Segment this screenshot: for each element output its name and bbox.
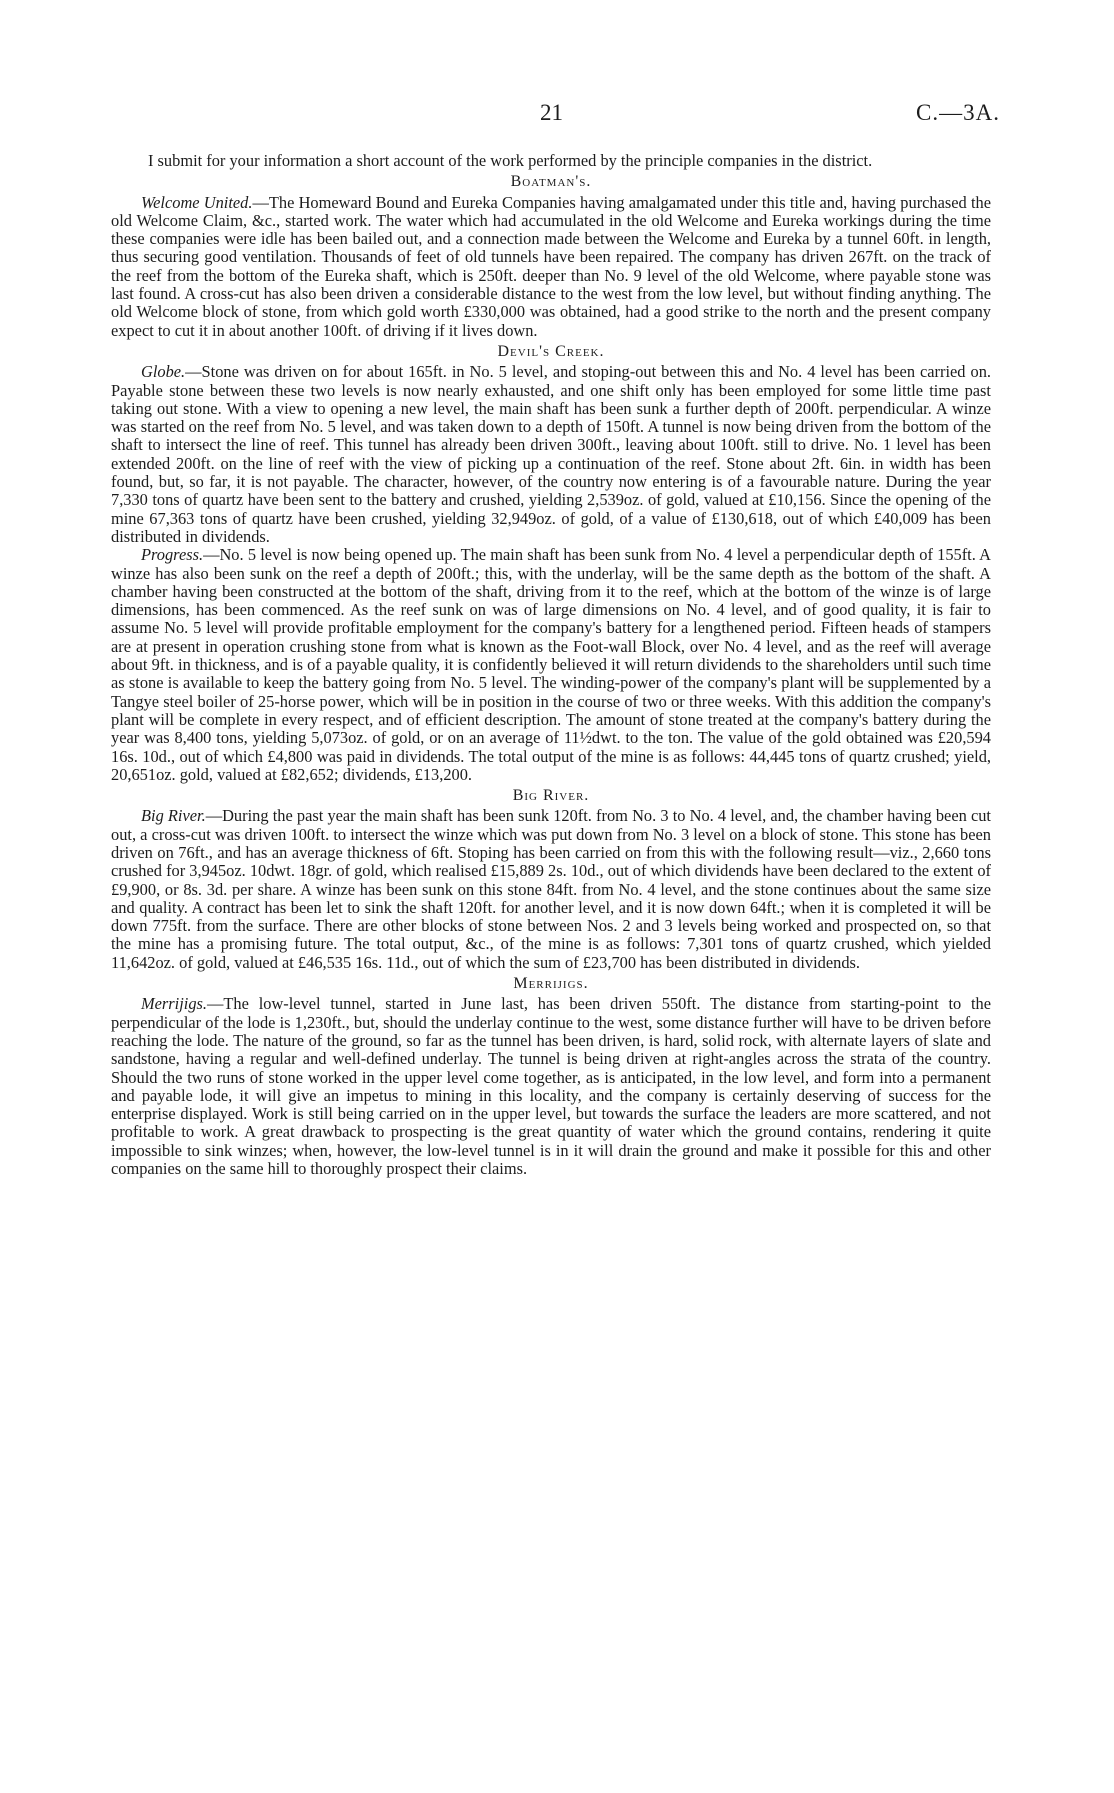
paragraph-text: —Stone was driven on for about 165ft. in No. 5 level, and stoping-out between this and No. 4 level has been carried on. Payable stone between these two levels is now nearly exhausted, and one shift only has been employed for some little time past taking out stone. With a view to opening a new level, the main shaft has been sunk a further depth of 200ft. perpendicular. A winze was started on the reef from No. 5 level, and was taken down to a depth of 150ft. A tunnel is now being driven from the bottom of the shaft to intersect the line of reef. This tunnel has already been driven 300ft., leaving about 100ft. still to drive. No. 1 level has been extended 200ft. on the line of reef with the view of picking up a continuation of the reef. Stone about 2ft. 6in. in width has been found, but, so far, it is not payable. The character, however, of the country now entering is of a favourable nature. During the year 7,330 tons of quartz have been sent to the battery and crushed, yielding 2,539oz. of gold, valued at £10,156. Since the opening of the mine 67,363 tons of quartz have been crushed, yielding 32,949oz. of gold, of a value of £130,618, out of which £40,009 has been distributed in dividends. — [111, 362, 991, 546]
paragraph-text: —The Homeward Bound and Eureka Companies having amalgamated under this title and, having purchased the old Welcome Claim, &c., started work. The water which had accumulated in the old Welcome and Eureka workings during the time these companies were idle has been bailed out, and a connection made between the Welcome and Eureka by a tunnel 60ft. in length, thus securing good ventilation. Thousands of feet of old tunnels have been repaired. The company has driven 267ft. on the track of the reef from the bottom of the Eureka shaft, which is 250ft. deeper than No. 9 level of the old Welcome, where payable stone was last found. A cross-cut has also been driven a considerable distance to the west from the low level, but without finding anything. The old Welcome block of stone, from which gold worth £330,000 was obtained, had a good strike to the north and the present company expect to cut it in about another 100ft. of driving if it lives down. — [111, 192, 991, 340]
paragraph-welcome-united — [111, 194, 991, 340]
paragraph-lead: Globe. — [141, 362, 186, 382]
section-heading-big-river: Big River. — [512, 787, 590, 805]
paragraph-lead: Big River. — [141, 806, 206, 826]
paragraph-progress — [111, 546, 991, 784]
paragraph-text: —During the past year the main shaft has been sunk 120ft. from No. 3 to No. 4 level, and, the chamber having been cut out, a cross-cut was driven 100ft. to intersect the winze which was put down from No. 3 level on a block of stone. This stone has been driven on 76ft., and has an average thickness of 6ft. Stoping has been carried on from this with the following result—viz., 2,660 tons crushed for 3,945oz. 10dwt. 18gr. of gold, which realised £15,889 2s. 10d., out of which dividends have been declared to the extent of £9,900, or 8s. 3d. per share. A winze has been sunk on this stone 84ft. from No. 4 level, and the stone continues about the same size and quality. A contract has been let to sink the shaft 120ft. for another level, and it is now down 64ft.; when it is completed it will be down 775ft. from the surface. There are other blocks of stone between Nos. 2 and 3 levels being worked and prospected on, so that the mine has a promising future. The total output, &c., of the mine is as follows: 7,301 tons of quartz crushed, which yielded 11,642oz. of gold, valued at £46,535 16s. 11d., out of which the sum of £23,700 has been distributed in dividends. — [111, 806, 991, 972]
section-heading-boatmans: Boatman's. — [510, 173, 592, 191]
paragraph-merrijigs — [111, 995, 991, 1178]
paragraph-lead: Merrijigs. — [141, 994, 208, 1014]
paragraph-lead: Welcome United. — [141, 192, 253, 212]
page-header — [0, 96, 1114, 136]
paragraph-text: —The low-level tunnel, started in June last, has been driven 550ft. The distance from starting-point to the perpendicular of the lode is 1,230ft., but, should the underlay continue to the west, some distance further will have to be driven before reaching the lode. The nature of the ground, so far as the tunnel has been driven, is hard, solid rock, with alternate layers of slate and sandstone, having a regular and well-defined underlay. The tunnel is being driven at right-angles across the strata of the country. Should the two runs of stone worked in the upper level come together, as is anticipated, in the low level, and form into a permanent and payable lode, it will give an impetus to mining in this locality, and the company is certainly deserving of success for the enterprise displayed. Work is still being carried on in the upper level, but towards the surface the leaders are more scattered, and not profitable to work. A great drawback to prospecting is the great quantity of water which the ground contains, rendering it quite impossible to sink winzes; when, however, the low-level tunnel is in it will drain the ground and make it possible for this and other companies on the same hill to thoroughly prospect their claims. — [111, 994, 991, 1179]
section-heading-devils-creek: Devil's Creek. — [497, 342, 605, 360]
paragraph-lead: Progress. — [141, 545, 204, 565]
page-number: 21 — [540, 100, 563, 125]
paragraph-big-river — [111, 807, 991, 972]
document-body — [111, 152, 991, 1178]
paragraph-text: —No. 5 level is now being opened up. The main shaft has been sunk from No. 4 level a perpendicular depth of 155ft. A winze has also been sunk on the reef a depth of 200ft.; this, with the underlay, will be the same depth as the bottom of the shaft. A chamber having been constructed at the bottom of the shaft, driving from it to the reef, which at the bottom of the winze is of large dimensions, has been commenced. As the reef sunk on was of large dimensions on No. 4 level, and of good quality, it is fair to assume No. 5 level will provide profitable employment for the company's battery for a lengthened period. Fifteen heads of stampers are at present in operation crushing stone from what is known as the Foot-wall Block, over No. 4 level, and as the reef will average about 9ft. in thickness, and is of a payable quality, it is confidently believed it will return dividends to the shareholders until such time as stone is available to keep the battery going from No. 5 level. The winding-power of the company's plant will be supplemented by a Tangye steel boiler of 25-horse power, which will be in position in the course of two or three weeks. With this addition the company's plant will be complete in every respect, and of efficient description. The amount of stone treated at the company's battery during the year was 8,400 tons, yielding 5,073oz. of gold, or on an average of 11½dwt. to the ton. The value of the gold obtained was £20,594 16s. 10d., out of which £4,800 was paid in dividends. The total output of the mine is as follows: 44,445 tons of quartz crushed; yield, 20,651oz. gold, valued at £82,652; dividends, £13,200. — [111, 545, 991, 784]
paragraph-globe — [111, 363, 991, 546]
document-reference: C.—3A. — [916, 100, 1000, 125]
intro-paragraph: I submit for your information a short account of the work performed by the principle companies in the district. — [148, 151, 873, 170]
section-heading-merrijigs: Merrijigs. — [513, 975, 589, 993]
